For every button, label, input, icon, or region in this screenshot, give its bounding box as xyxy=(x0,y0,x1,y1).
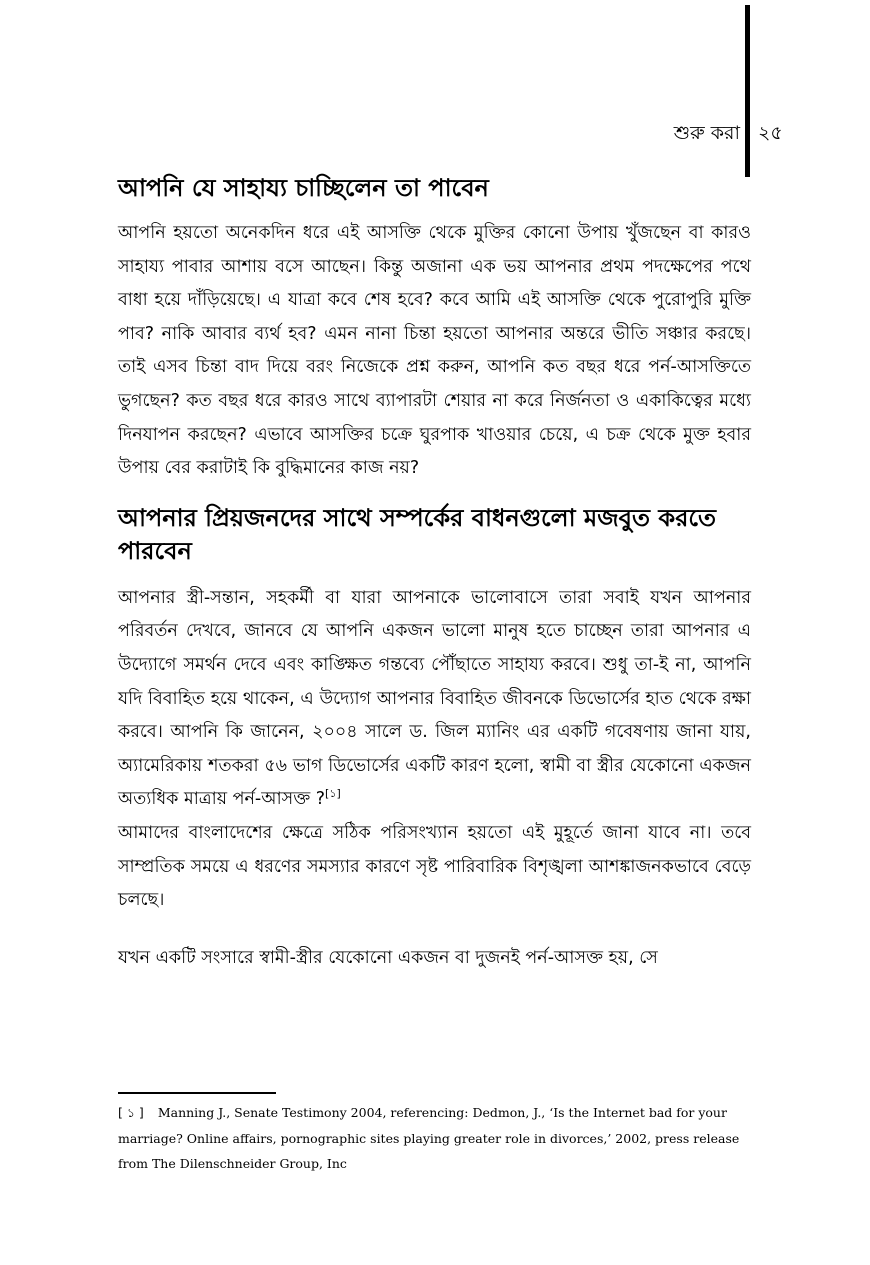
running-head-title: শুরু করা xyxy=(673,122,740,144)
paragraph-spacer xyxy=(118,918,751,942)
footnote-text: Manning J., Senate Testimony 2004, referencing: Dedmon, J., ‘Is the Internet bad for your marriage? Online affairs, pornographic sites playing greater role in divorces,’ 2002, press release from The Dilenschneider Group, Inc xyxy=(118,1105,740,1171)
footnote-divider xyxy=(118,1092,276,1094)
section-help-paragraph: আপনি হয়তো অনেকদিন ধরে এই আসক্তি থেকে মুক্তির কোনো উপায় খুঁজছেন বা কারও সাহায্য পাবার আশায় বসে আছেন। কিন্তু অজানা এক ভয় আপনার প্রথম পদক্ষেপের পথে বাধা হয়ে দাঁড়িয়েছে। এ যাত্রা কবে শেষ হবে? কবে আমি এই আসক্তি থেকে পুরোপুরি মুক্তি পাব? নাকি আবার ব্যর্থ হব? এমন নানা চিন্তা হয়তো আপনার অন্তরে ভীতি সঞ্চার করছে। তাই এসব চিন্তা বাদ দিয়ে বরং নিজেকে প্রশ্ন করুন, আপনি কত বছর ধরে পর্ন-আসক্তিতে ভুগছেন? কত বছর ধরে কারও সাথে ব্যাপারটা শেয়ার না করে নির্জনতা ও একাকিত্বের মধ্যে দিনযাপন করছেন? এভাবে আসক্তির চক্রে ঘুরপাক খাওয়ার চেয়ে, এ চক্র থেকে মুক্ত হবার উপায় বের করাটাই কি বুদ্ধিমানের কাজ নয়? xyxy=(118,223,751,479)
footnote-number: [ ১ ] xyxy=(118,1105,144,1120)
section-relationships-paragraph-3: যখন একটি সংসারে স্বামী-স্ত্রীর যেকোনো একজন বা দুজনই পর্ন-আসক্ত হয়, সে xyxy=(118,947,658,968)
page-number: ২৫ xyxy=(758,122,783,144)
section-relationships-paragraph-1 xyxy=(118,582,751,817)
footnote xyxy=(118,1100,751,1177)
section-heading-help: আপনি যে সাহায্য চাচ্ছিলেন তা পাবেন xyxy=(118,174,489,202)
footnote-reference[interactable]: [১] xyxy=(325,787,341,801)
section-heading-relationships: আপনার প্রিয়জনদের সাথে সম্পর্কের বাধনগুলো মজবুত করতে পারবেন xyxy=(118,503,717,565)
header-divider-rule xyxy=(745,5,750,177)
page-body xyxy=(118,172,751,975)
paragraph-1-text: আপনার স্ত্রী-সন্তান, সহকর্মী বা যারা আপনাকে ভালোবাসে তারা সবাই যখন আপনার পরিবর্তন দেখবে, জানবে যে আপনি একজন ভালো মানুষ হতে চাচ্ছেন তারা আপনার এ উদ্যোগে সমর্থন দেবে এবং কাঙ্ক্ষিত গন্তব্যে পৌঁছাতে সাহায্য করবে। শুধু তা-ই না, আপনি যদি বিবাহিত হয়ে থাকেন, এ উদ্যোগ আপনার বিবাহিত জীবনকে ডিভোর্সের হাত থেকে রক্ষা করবে। আপনি কি জানেন, ২০০৪ সালে ড. জিল ম্যানিং এর একটি গবেষণায় জানা যায়, অ্যামেরিকায় শতকরা ৫৬ ভাগ ডিভোর্সের একটি কারণ হলো, স্বামী বা স্ত্রীর যেকোনো একজন অত্যধিক মাত্রায় পর্ন-আসক্ত ? xyxy=(118,587,751,810)
section-relationships-paragraph-2: আমাদের বাংলাদেশের ক্ষেত্রে সঠিক পরিসংখ্যান হয়তো এই মুহূর্তে জানা যাবে না। তবে সাম্প্রতিক সময়ে এ ধরণের সমস্যার কারণে সৃষ্ট পারিবারিক বিশৃঙ্খলা আশঙ্কাজনকভাবে বেড়ে চলছে। xyxy=(118,822,751,911)
